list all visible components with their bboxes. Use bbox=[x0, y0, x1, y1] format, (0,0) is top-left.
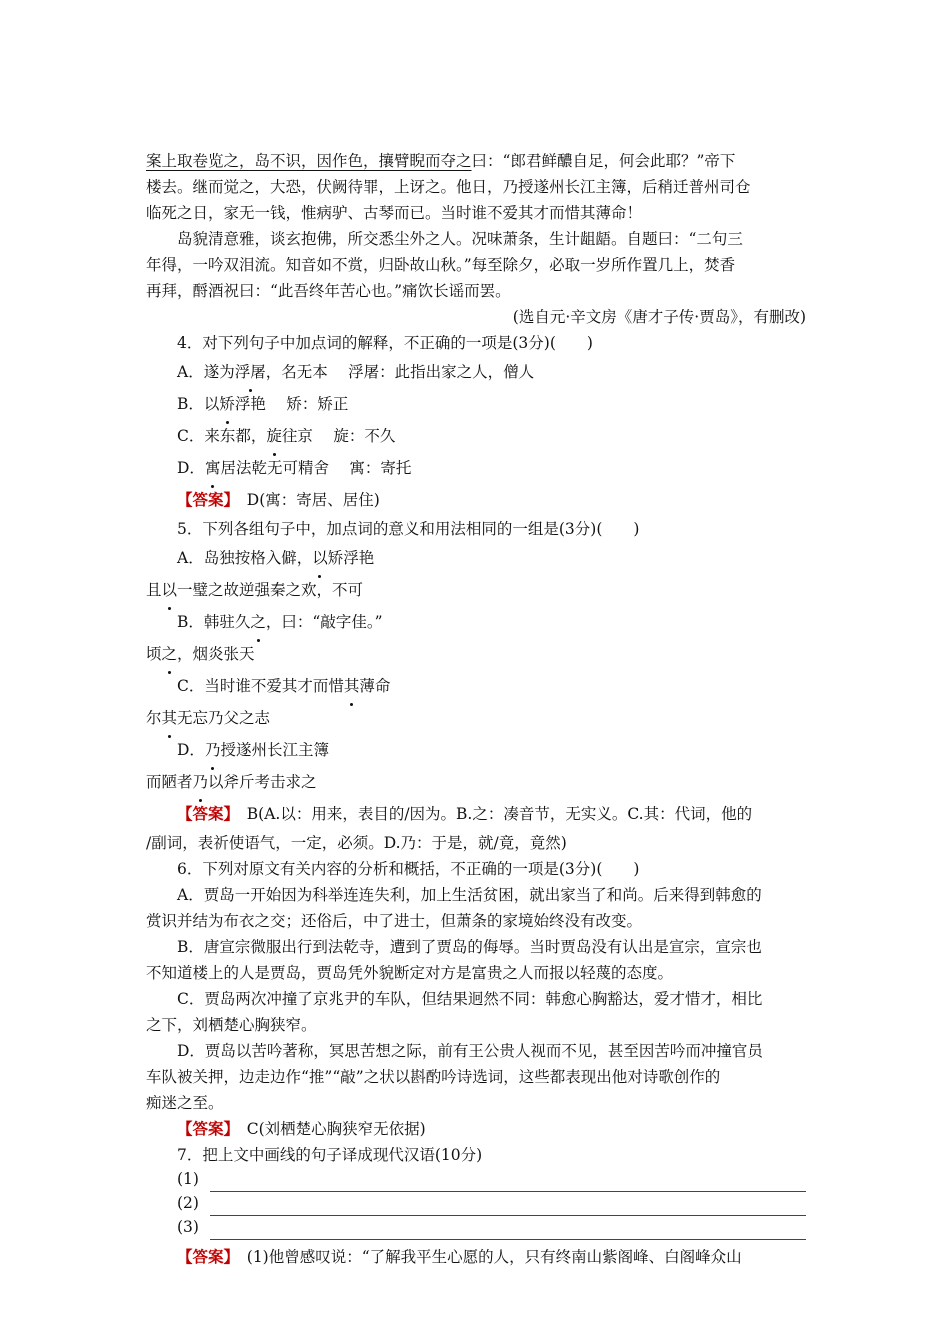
dotted-word: 之 bbox=[250, 606, 266, 638]
q5-stem: 5．下列各组句子中，加点词的意义和用法相同的一组是(3分)( ) bbox=[177, 520, 640, 538]
dotted-word: 矫 bbox=[219, 388, 235, 420]
q7-blank-3[interactable]: (3) bbox=[146, 1216, 806, 1240]
q6-option-c-line2: 之下，刘栖楚心胸狭窄。 bbox=[146, 1016, 317, 1034]
q6-option-b-line2: 不知道楼上的人是贾岛，贾岛凭外貌断定对方是富贵之人而报以轻蔑的态度。 bbox=[146, 964, 674, 982]
dotted-word: 旋 bbox=[266, 420, 282, 452]
q6-answer: 【答案】 C(刘栖楚心胸狭窄无依据) bbox=[177, 1119, 426, 1138]
q6-option-b-line1: B．唐宣宗微服出行到法乾寺，遭到了贾岛的侮辱。当时贾岛没有认出是宣宗，宣宗也 bbox=[177, 938, 762, 956]
dotted-word: 以 bbox=[312, 542, 328, 574]
q5-option-a2: 且以一璧之故逆强秦之欢，不可 bbox=[146, 574, 806, 606]
q4-option-c: C．来东都，旋往京 旋：不久 bbox=[146, 420, 806, 452]
q4-answer: 【答案】 D(寓：寄居、居住) bbox=[177, 490, 380, 509]
q5-option-d1: D．乃授遂州长江主簿 bbox=[146, 734, 806, 766]
q6-option-a-line2: 赏识并结为布衣之交；还俗后，中了进士，但萧条的家境始终没有改变。 bbox=[146, 912, 643, 930]
dotted-word: 乃 bbox=[193, 766, 209, 798]
q7-stem: 7．把上文中画线的句子译成现代汉语(10分) bbox=[177, 1146, 483, 1164]
passage-p1-line2: 楼去。继而觉之，大恐，伏阙待罪，上讶之。他日，乃授遂州长江主簿，后稍迁普州司仓 bbox=[146, 178, 751, 196]
q4-option-a: A．遂为浮屠，名无本 浮屠：此指出家之人，僧人 bbox=[146, 356, 806, 388]
q5-option-c2: 尔其无忘乃父之志 bbox=[146, 702, 806, 734]
q5-option-b1: B．韩驻久之，曰：“敲字佳。” bbox=[146, 606, 806, 638]
dotted-word: 其 bbox=[162, 702, 178, 734]
q5-option-b2: 顷之，烟炎张天 bbox=[146, 638, 806, 670]
answer-label: 【答案】 bbox=[177, 1247, 232, 1266]
q5-option-c1: C．当时谁不爱其才而惜其薄命 bbox=[146, 670, 806, 702]
answer-blank-line[interactable] bbox=[210, 1197, 806, 1216]
passage-p1-line3: 临死之日，家无一钱，惟病驴、古琴而已。当时谁不爱其才而惜其薄命！ bbox=[146, 204, 643, 222]
q6-option-a-line1: A．贾岛一开始因为科举连连失利，加上生活贫困，就出家当了和尚。后来得到韩愈的 bbox=[177, 886, 762, 904]
dotted-word: 乃 bbox=[205, 734, 221, 766]
q6-option-d-line2: 车队被关押，边走边作“推”“敲”之状以斟酌吟诗选词，这些都表现出他对诗歌创作的 bbox=[146, 1068, 721, 1086]
dotted-word: 之 bbox=[162, 638, 178, 670]
answer-blank-line[interactable] bbox=[210, 1173, 806, 1192]
dotted-word: 寓 bbox=[205, 452, 221, 484]
dotted-word: 以 bbox=[162, 574, 178, 606]
underlined-sentence: 案上取卷览之，岛不识，因作色，攘臂睨而夺之 bbox=[146, 152, 472, 170]
answer-blank-line[interactable] bbox=[210, 1221, 806, 1240]
passage-p2-line3: 再拜，酹酒祝曰：“此吾终年苦心也。”痛饮长谣而罢。 bbox=[146, 282, 511, 300]
q5-option-d2: 而陋者乃以斧斤考击求之 bbox=[146, 766, 806, 798]
q4-option-b: B．以矫浮艳 矫：矫正 bbox=[146, 388, 806, 420]
q4-stem: 4．对下列句子中加点词的解释，不正确的一项是(3分)( ) bbox=[177, 334, 593, 352]
document-content bbox=[146, 148, 806, 1270]
q7-blank-2[interactable]: (2) bbox=[146, 1192, 806, 1216]
q6-option-d-line3: 痴迷之至。 bbox=[146, 1094, 224, 1112]
q4-option-d: D．寓居法乾无可精舍 寓：寄托 bbox=[146, 452, 806, 484]
dotted-word: 其 bbox=[344, 670, 360, 702]
q6-option-c-line1: C．贾岛两次冲撞了京兆尹的车队，但结果迥然不同：韩愈心胸豁达，爱才惜才，相比 bbox=[177, 990, 763, 1008]
passage-p1-line1: 案上取卷览之，岛不识，因作色，攘臂睨而夺之曰：“郎君鲜醲自足，何会此耶？”帝下 bbox=[146, 152, 736, 170]
passage-p2-line2: 年得，一吟双泪流。知音如不赏，归卧故山秋。”每至除夕，必取一岁所作置几上，焚香 bbox=[146, 256, 736, 274]
passage-p2-line1: 岛貌清意雅，谈玄抱佛，所交悉尘外之人。况味萧条，生计龃龉。自题曰：“二句三 bbox=[177, 230, 743, 248]
dotted-word: 浮屠 bbox=[235, 356, 266, 388]
q6-option-d-line1: D．贾岛以苦吟著称，冥思苦想之际，前有王公贵人视而不见，甚至因苦吟而冲撞官员 bbox=[177, 1042, 763, 1060]
q6-stem: 6．下列对原文有关内容的分析和概括，不正确的一项是(3分)( ) bbox=[177, 860, 640, 878]
q7-answer: 【答案】 (1)他曾感叹说：“了解我平生心愿的人，只有终南山紫阁峰、白阁峰众山 bbox=[177, 1247, 742, 1266]
q5-answer-line1: 【答案】 B(A.以：用来，表目的/因为。B.之：凑音节，无实义。C.其：代词，他的 bbox=[177, 804, 753, 823]
q5-answer-line2: /副词，表祈使语气，一定，必须。D.乃：于是，就/竟，竟然) bbox=[146, 834, 567, 852]
answer-label: 【答案】 bbox=[177, 1119, 232, 1138]
answer-label: 【答案】 bbox=[177, 490, 232, 509]
passage-source: (选自元·辛文房《唐才子传·贾岛》，有删改) bbox=[512, 308, 806, 326]
q5-option-a1: A．岛独按格入僻，以矫浮艳 bbox=[146, 542, 806, 574]
q7-blank-1[interactable]: (1) bbox=[146, 1168, 806, 1192]
answer-label: 【答案】 bbox=[177, 804, 232, 823]
